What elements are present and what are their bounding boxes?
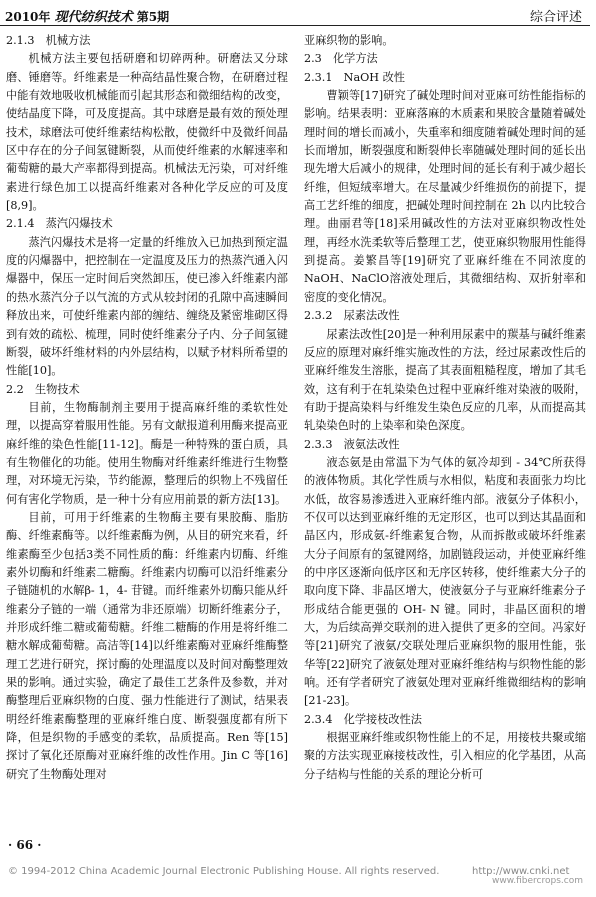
paragraph-continuation: 亚麻织物的影响。 (304, 34, 394, 47)
journal-logo: 现代纺织技术 (54, 10, 133, 25)
subsection-heading: 2.3.4 化学接枝改性法 (304, 712, 422, 726)
paragraph: 液态氨是由常温下为气体的氨冷却到 - 34℃所获得的液体物质。其化学性质与水相似，粘度和表面张力均比水低，故容易渗透进入亚麻纤维内部。液氨分子体积小，不仅可以达到亚麻纤维的无定形区，也可以到达其晶面和晶区内，形成氨-纤维素复合物，从而拆散或破坏纤维素大分子间原有的氢键网络，加剧链段运动，并使亚麻纤维的中序区逐渐向低序区和无序区转移，使纤维素大分子的取向度下降、非晶区增大，使液氨分子与亚麻纤维素分子形成结合能更强的 OH- N 键。同时，非晶区面积的增大，为后续高弹交联剂的进入提供了更多的空间。冯家好等[21]研究了液氨/交联处理后亚麻织物的服用性能，张华等[22]研究了液氨处理对亚麻纤维结构与织物性能的影响。还有学者研究了液氨处理对亚麻纤维微细结构的影响[21-23]。 (304, 455, 586, 708)
header-rule (0, 25, 590, 26)
section-title: 综合评述 (529, 10, 582, 25)
paragraph: 目前，生物酶制剂主要用于提高麻纤维的柔软性处理，以提高穿着服用性能。另有文献报道利用酶来提高亚麻纤维的染色性能[11-12]。酶是一种特殊的蛋白质，具有生物催化的功能。使用生物酶对纤维素纤维进行生物整理，对环境无污染，节约能源，整理后的织物上不残留任何有害化学物质，是一种十分有应用前景的新方法[13]。 (6, 400, 288, 506)
subsection-heading: 2.3.3 液氨法改性 (304, 437, 400, 451)
paragraph: 机械方法主要包括研磨和切碎两种。研磨法又分球磨、锤磨等。纤维素是一种高结晶性聚合物，在研磨过程中能有效地吸收机械能而引起其形态和微细结构的改变，使结晶度下降，可及度提高。其中球磨是最有效的预处理技术，球磨法可使纤维素结构松散，使微纤中及微纤间晶区中存在的分子间氢键断裂，从而使纤维素的水解速率和葡萄糖的最大产率都得到提高。机械法无污染，可对纤维素进行绿色加工以提高纤维素对各种化学反应的可及度[8,9]。 (6, 52, 288, 213)
paragraph: 曹颖等[17]研究了碱处理时间对亚麻可纺性能指标的影响。结果表明：亚麻落麻的木质素和果胶含量随着碱处理时间的增长而减小，失重率和细度随着碱处理时间的延长而增加，断裂强度和断裂伸长率随碱处理时间的延长出现先增大后减小的规律，处理时间的延长有利于减少超长纤维，但短绒率增大。在尽量减少纤维损伤的前提下，提高工艺纤维的细度，把碱处理时间控制在 2h 以内比较合理。曲丽君等[18]采用碱改性的方法对亚麻织物改性处理，再经水洗柔软等后整理工艺，使亚麻织物服用性能得到提高。姜繁昌等[19]研究了亚麻纤维在不同浓度的NaOH、NaClO溶液处理后，其微细结构、双折射率和密度的变化情况。 (304, 89, 586, 304)
subsection-heading: 2.3.2 尿素法改性 (304, 309, 400, 323)
paragraph: 根据亚麻纤维或织物性能上的不足，用接枝共聚或缩聚的方法实现亚麻接枝改性，引入相应的化学基团，从高分子结构与性能的关系的理论分析可 (304, 731, 586, 781)
header-year: 2010年 (5, 10, 51, 24)
left-column (6, 32, 288, 784)
copyright-notice: © 1994-2012 China Academic Journal Electronic Publishing House. All rights reserved. (8, 866, 440, 877)
page-number: · 66 · (8, 838, 42, 852)
right-column (304, 32, 586, 784)
section-heading: 2.2 生物技术 (6, 382, 80, 396)
subsection-heading: 2.3.1 NaOH 改性 (304, 70, 405, 84)
paragraph: 尿素法改性[20]是一种利用尿素中的羰基与碱纤维素反应的原理对麻纤维实施改性的方法，经过尿素改性后的亚麻纤维发生溶胀，提高了其表面粗糙程度，增加了其毛效，这有利于在轧染染色过程中亚麻纤维对染液的吸附，有助于提高染料与纤维发生染色反应的几率，从而提高其轧染染色时的上染率和染色深度。 (304, 327, 586, 433)
paragraph: 目前，可用于纤维素的生物酶主要有果胶酶、脂肪酶、纤维素酶等。以纤维素酶为例，从目的研究来看，纤维素酶至少包括3类不同性质的酶：纤维素内切酶、纤维素外切酶和纤维素二糖酶。纤维素内切酶可以沿纤维素分子链随机的水解β- 1，4- 苷键。而纤维素外切酶只能从纤维素分子链的一端（通常为非还原端）切断纤维素分子，并形成纤维二糖或葡萄糖。纤维二糖酶的作用是将纤维二糖水解成葡萄糖。高洁等[14]以纤维素酶对亚麻纤维酶整理工艺进行研究，探讨酶的处理温度以及时间对酶整理效果的影响。通过实验，确定了最佳工艺条件及参数，并对酶整理后亚麻织物的白度、强力性能进行了测试，结果表明经纤维素酶整理的亚麻纤维白度、断裂强度都有所下降，但是织物的手感变的柔软，品质提高。Ren 等[15]探讨了氧化还原酶对亚麻纤维的改性作用。Jin C 等[16]研究了生物酶处理对 (6, 510, 288, 781)
footer-link[interactable]: http://www.cnki.net (472, 866, 570, 877)
page-header (0, 0, 596, 28)
subsection-heading: 2.1.4 蒸汽闪爆技术 (6, 217, 113, 231)
watermark: www.fibercrops.com (492, 876, 583, 886)
subsection-heading: 2.1.3 机械方法 (6, 34, 91, 47)
section-heading: 2.3 化学方法 (304, 52, 378, 66)
journal-header-left (5, 6, 169, 25)
paragraph: 蒸汽闪爆技术是将一定量的纤维放入已加热到预定温度的闪爆器中，把控制在一定温度及压力的热蒸汽通入闪爆器中，保压一定时间后突然卸压，使已渗入纤维素内部的热水蒸汽分子以气流的方式从较封闭的孔隙中高速瞬间释放出来，可使纤维素内部的缠结、缠绕及紧密堆砌区得到有效的疏松、梳理，同时使纤维素分子内、分子间氢键断裂，破坏纤维材料的内外层结构，以赋予材料所希望的性能[10]。 (6, 235, 288, 378)
header-issue: 第5期 (136, 10, 170, 24)
